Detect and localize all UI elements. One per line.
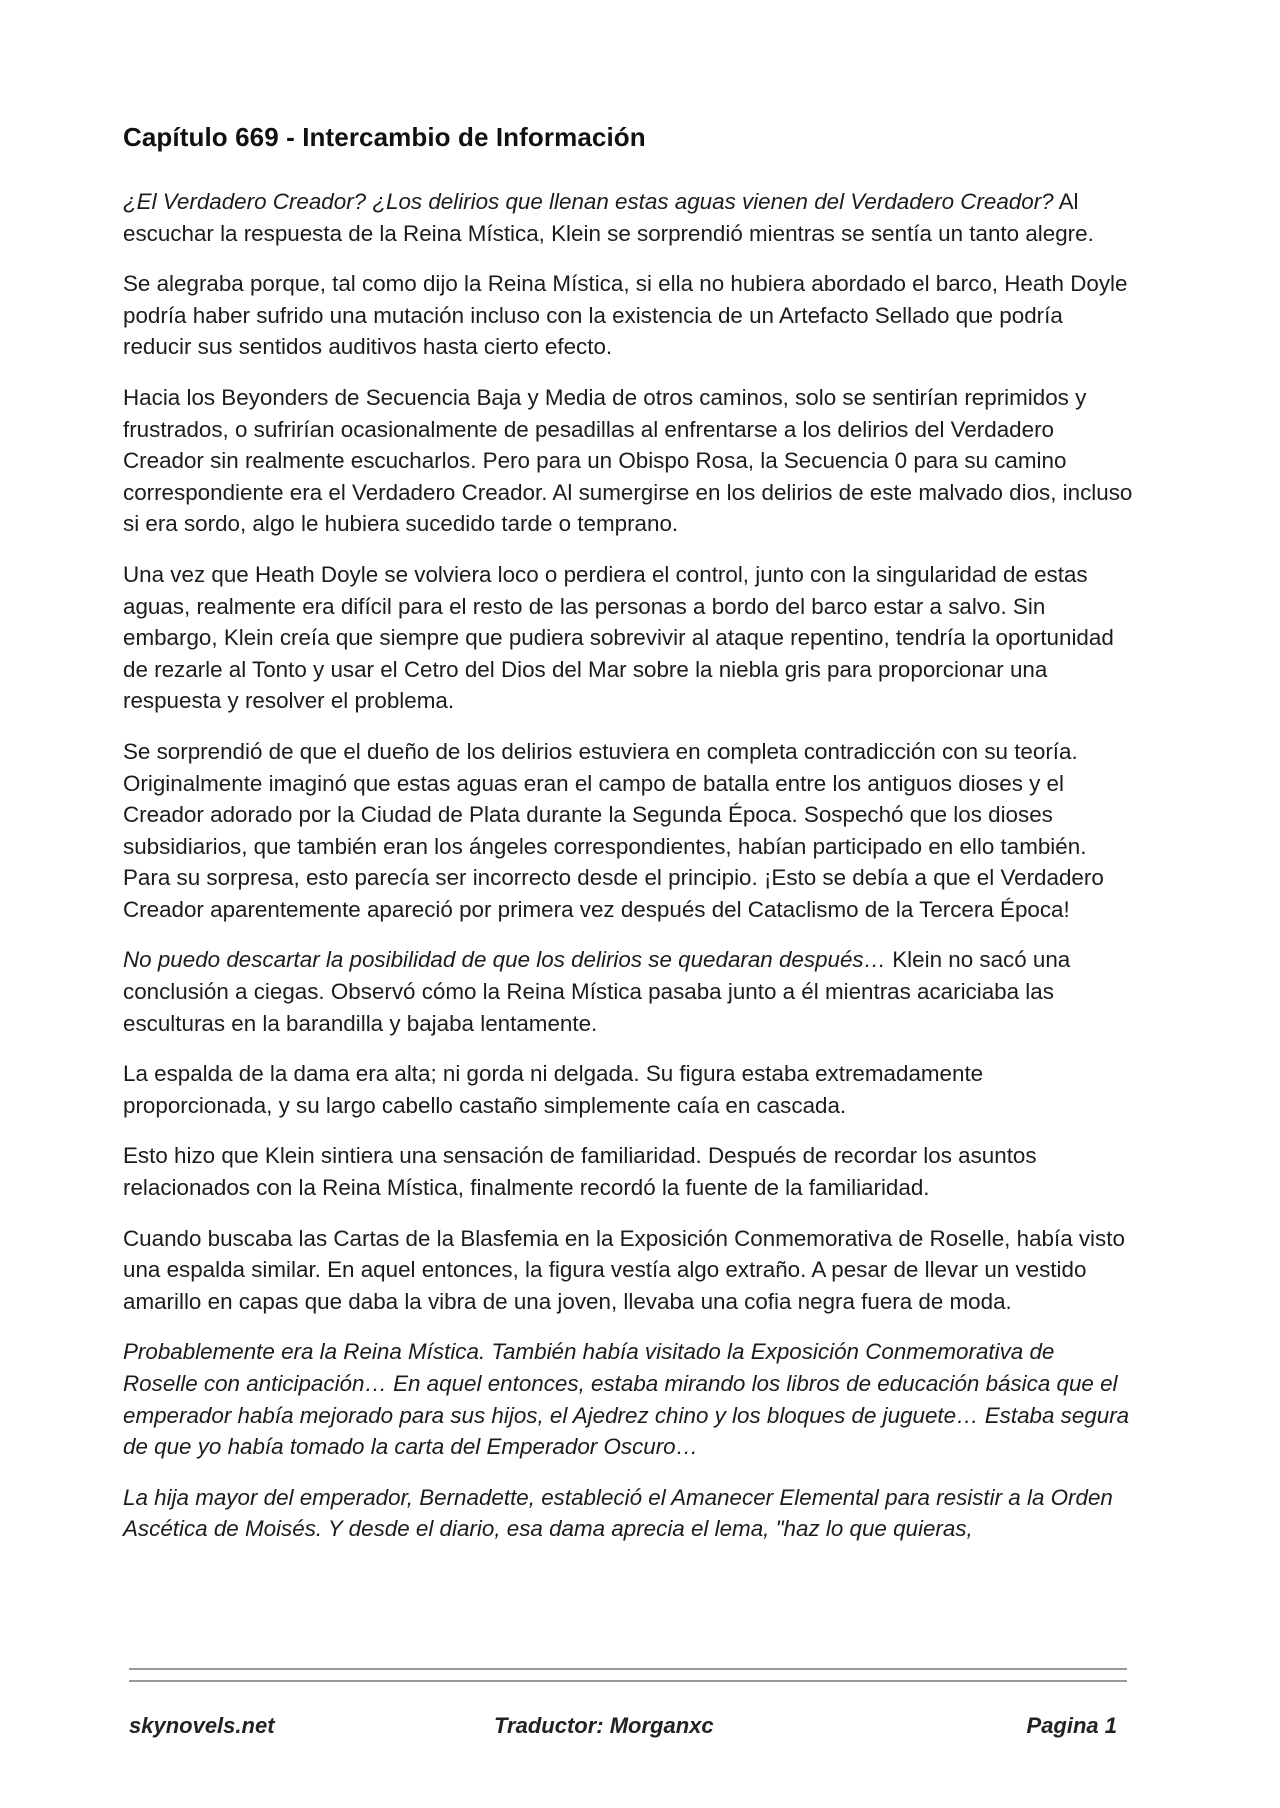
- footer-divider-bottom: [129, 1680, 1127, 1682]
- italic-text-run: Probablemente era la Reina Mística. También había visitado la Exposición Conmemorativa de Roselle con anticipación… En aquel entonces, estaba mirando los libros de educación básica que el emperador había mejorado para sus hijos, el Ajedrez chino y los bloques de juguete… Estaba segura de que yo había tomado la carta del Emperador Oscuro…: [123, 1339, 1130, 1460]
- document-page: [123, 0, 1133, 1808]
- paragraph: [123, 186, 1133, 249]
- text-run: Esto hizo que Klein sintiera una sensación de familiaridad. Después de recordar los asuntos relacionados con la Reina Mística, finalmente recordó la fuente de la familiaridad.: [123, 1143, 1037, 1201]
- page-footer: [129, 1713, 1117, 1747]
- paragraph: [123, 268, 1133, 363]
- italic-text-run: La hija mayor del emperador, Bernadette, estableció el Amanecer Elemental para resistir a la Orden Ascética de Moisés. Y desde el diario, esa dama aprecia el lema, "haz lo que quieras,: [123, 1484, 1113, 1542]
- text-run: Hacia los Beyonders de Secuencia Baja y Media de otros caminos, solo se sentirían reprimidos y frustrados, o sufrirían ocasionalmente de pesadillas al enfrentarse a los delirios del Verdadero Creador sin realmente escucharlos. Pero para un Obispo Rosa, la Secuencia 0 para su camino correspondiente era el Verdadero Creador. Al sumergirse en los delirios de este malvado dios, incluso si era sordo, algo le hubiera sucedido tarde o temprano.: [123, 384, 1133, 537]
- text-run: Se sorprendió de que el dueño de los delirios estuviera en completa contradicción con su teoría. Originalmente imaginó que estas aguas eran el campo de batalla entre los antiguos dioses y el Creador adorado por la Ciudad de Plata durante la Segunda Época. Sospechó que los dioses subsidiarios, que también eran los ángeles correspondientes, habían participado en ello también. Para su sorpresa, esto parecía ser incorrecto desde el principio. ¡Esto se debía a que el Verdadero Creador aparentemente apareció por primera vez después del Cataclismo de la Tercera Época!: [123, 738, 1104, 922]
- text-run: La espalda de la dama era alta; ni gorda ni delgada. Su figura estaba extremadamente proporcionada, y su largo cabello castaño simplemente caía en cascada.: [123, 1061, 984, 1118]
- italic-text-run: ¿El Verdadero Creador? ¿Los delirios que llenan estas aguas vienen del Verdadero Creador?: [123, 189, 1054, 214]
- paragraph: [123, 1223, 1133, 1318]
- text-run: Se alegraba porque, tal como dijo la Reina Mística, si ella no hubiera abordado el barco, Heath Doyle podría haber sufrido una mutación incluso con la existencia de un Artefacto Sellado que podría reducir sus sentidos auditivos hasta cierto efecto.: [123, 271, 1128, 360]
- document-body: [123, 186, 1133, 1564]
- paragraph: [123, 944, 1133, 1039]
- paragraph: [123, 1140, 1133, 1203]
- text-run: Cuando buscaba las Cartas de la Blasfemia en la Exposición Conmemorativa de Roselle, había visto una espalda similar. En aquel entonces, la figura vestía algo extraño. A pesar de llevar un vestido amarillo en capas que daba la vibra de una joven, llevaba una cofia negra fuera de moda.: [123, 1225, 1125, 1314]
- footer-divider-top: [129, 1668, 1127, 1670]
- italic-text-run: No puedo descartar la posibilidad de que los delirios se quedaran después…: [123, 947, 887, 973]
- paragraph: [123, 382, 1133, 540]
- text-run: Una vez que Heath Doyle se volviera loco o perdiera el control, junto con la singularidad de estas aguas, realmente era difícil para el resto de las personas a bordo del barco estar a salvo. Sin embargo, Klein creía que siempre que pudiera sobrevivir al ataque repentino, tendría la oportunidad de rezarle al Tonto y usar el Cetro del Dios del Mar sobre la niebla gris para proporcionar una respuesta y resolver el problema.: [123, 561, 1114, 714]
- footer-site: skynovels.net: [129, 1713, 275, 1738]
- paragraph: [123, 559, 1133, 717]
- footer-page-number: Pagina 1: [1026, 1713, 1117, 1738]
- text-run: Klein no sacó una conclusión a ciegas. Observó cómo la Reina Mística pasaba junto a él mientras acariciaba las esculturas en la barandilla y bajaba lentamente.: [123, 947, 1071, 1036]
- text-run: Al escuchar la respuesta de la Reina Mística, Klein se sorprendió mientras se sentía un tanto alegre.: [123, 189, 1094, 246]
- footer-translator: Traductor: Morganxc: [494, 1713, 714, 1738]
- chapter-title: Capítulo 669 - Intercambio de Información: [123, 122, 646, 152]
- paragraph: [123, 1482, 1133, 1545]
- paragraph: [123, 736, 1133, 926]
- paragraph: [123, 1058, 1133, 1121]
- paragraph: [123, 1336, 1133, 1462]
